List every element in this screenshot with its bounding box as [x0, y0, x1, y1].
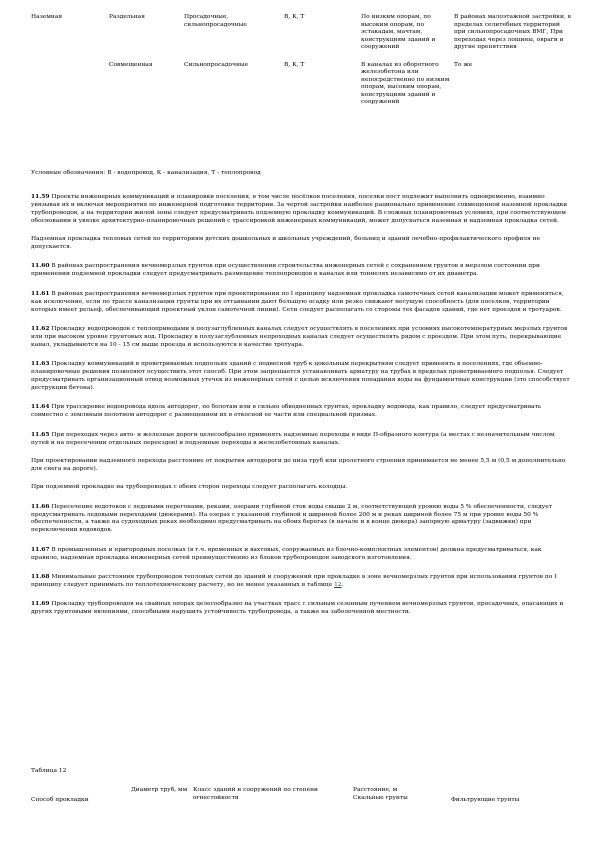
- paragraph-text: Минимальные расстояния трубопроводов тепловых сетей до зданий и сооружений при прокладке в зоне вечномерзлых грунтов при использовании грунтов по I принципу следует принимать по теплотехническому расчету, но не менее указанных в таблице: [31, 574, 557, 588]
- cell-laying-mode: Раздельная: [109, 14, 145, 20]
- header-laying-method: Способ прокладки: [31, 797, 89, 803]
- cell-application: То же: [454, 61, 473, 68]
- paragraph-text: Проекты инженерных коммуникаций и планировки поселения, в том числе посёлков поселения, поселки пост подлежит выполнить одновременно, взаимно увязывая их и включая мероприятия по инженерной подготовке территории. За чертой застройки наиболее рационально применение совмещенной наземной прокладки трубопроводов, а на территории жилой зоны следует предусматривать подземную прокладку коммуникаций. В сложных планировочных условиях, при соответствующем обосновании и увязке архитектурно-планировочных решений с трассировкой инженерных коммуникаций, может допускаться наземная и надземная прокладка сетей.: [31, 194, 568, 224]
- table-header-row: [31, 787, 571, 805]
- paragraph-text: Прокладку коммуникаций в проветриваемых подпольях зданий с подвесной труб к цокольным перекрытиям следует применять в поселениях, где объемно-планировочные решения позволяют осуществить этот способ. При этом запрещается устанавливать арматуру на трубах в пределах проветриваемого подполья. Следует предусматривать организационный отвод возможных утечек из инженерных сетей с целью исключения попадания воды на фундаментные конструкции (это способствует деструкции бетона).: [31, 361, 570, 391]
- paragraph-11-69: [31, 600, 571, 617]
- paragraph-11-60: [31, 262, 571, 279]
- paragraph-11-64: [31, 403, 571, 420]
- cell-method: По низким опорам, по высоким опорам, по эстакадам, мачтам, конструкциям зданий и сооружений: [361, 14, 436, 50]
- paragraph-11-59: [31, 193, 571, 226]
- clause-number: 11.62: [31, 324, 50, 332]
- paragraph-text: При переходах через авто- и железные дороги целесообразно применять надземные переходы в виде П-образного контура (а местах с незначительным числом путей и на пересечении отдельных переездов) и подземные переходы в железобетонных каналах.: [31, 431, 555, 446]
- paragraph-text: При подземной прокладке на трубопроводах с обеих сторон перехода следует располагать колодцы.: [31, 484, 348, 491]
- header-distance: [353, 787, 451, 805]
- header-filtering-soils: Фильтрующие грунты: [451, 797, 520, 803]
- header-pipe-diameter: Диаметр труб, мм: [131, 787, 188, 793]
- paragraph-text: В районах распространения вечномерзлых грунтов при проектировании по I принципу надземная прокладка самотечных сетей канализации может применяться, как исключение, если по трассе канализации грунты при их оттаивании дают большую осадку или резко снижают несущую способность (для поселков, территории которых имеет рельеф, обеспечивающий проектный уклон самотечной линии). Сети следует располагать со стороны тех фасадов зданий, где нет проездов и тротуаров.: [31, 290, 564, 313]
- paragraph-text: В промышленных и пригородных поселках (в т.ч. временных и вахтовых, сооружаемых из блочно-комплектных элементов) должна предусматриваться, как правило, надземная прокладка инженерных сетей преимущественно из блоков трубопроводов заводского изготовления.: [31, 546, 542, 561]
- clause-number: 11.68: [31, 573, 50, 581]
- cell-routing-type: [31, 62, 109, 107]
- table-12-link[interactable]: 12: [334, 582, 342, 588]
- table-row: [31, 62, 571, 107]
- routing-table: [31, 14, 571, 107]
- document-body: [31, 193, 571, 628]
- paragraph: [31, 484, 571, 492]
- paragraph-text: Пересечение водотоков с ледовыми перегонами, реками, озерами глубиной сток воды свыше 2 м, соответствующей уровню воды 5 % обеспеченности, следует предусматривать ледовыми переходами (дюкерами). На озерах с указанной глубиной и шириной более 200 м и реках шириной более 75 м при уровне воды 50 % обеспеченности, а также на судоходных реках необходимо предусматривать на обоих берегах (в начале и в конце дюкера) запорную арматуру (задвижки) при переключении водоводов.: [31, 503, 553, 534]
- table-caption: Таблица 12: [31, 768, 67, 774]
- header-fire-class: Класс зданий и сооружений по степени огнестойкости: [193, 787, 318, 801]
- paragraph: [31, 458, 571, 474]
- paragraph-11-67: [31, 546, 571, 563]
- cell-networks: В, К, Т: [284, 61, 305, 68]
- clause-number: 11.69: [31, 600, 50, 608]
- paragraph-11-61: [31, 290, 571, 315]
- paragraph-text: Надземная прокладка тепловых сетей по территориям детских дошкольных и школьных учреждений, больниц и зданий лечебно-профилактического профиля не допускается.: [31, 236, 541, 251]
- clause-number: 11.60: [31, 262, 50, 270]
- clause-number: 11.65: [31, 430, 50, 438]
- clause-number: 11.67: [31, 545, 50, 553]
- clause-number: 11.63: [31, 360, 50, 368]
- table-row: [31, 14, 571, 62]
- paragraph-11-63: [31, 360, 571, 393]
- distance-table-header: [31, 787, 571, 805]
- paragraph: [31, 236, 571, 252]
- header-distance-label: Расстояние, м: [353, 787, 398, 793]
- table-legend: Условные обозначения: В - водопровод, К - канализация, Т - теплопровод: [31, 170, 261, 176]
- cell-soil-type: Просадочные, сильнопросадочные: [184, 14, 247, 28]
- paragraph-11-62: [31, 325, 571, 350]
- cell-soil-type: Сильнопросадочные: [184, 61, 249, 68]
- clause-number: 11.61: [31, 289, 50, 297]
- cell-application: В районах малоэтажной застройки, в пределах селитебных территорий при сильнопросадочных ВМГ, При переходах через лощины, овраги и другие препятствия: [454, 14, 571, 50]
- paragraph-text: При трассировке водопровода вдоль автодорог, по болотам или в сильно обводненных грунтах, прокладку водовода, как правило, следует предусматривать совместно с земляным полотном автодорог с размещением их в откосной ее части или специальной призмах.: [31, 404, 542, 419]
- paragraph-text: Прокладку водопроводов с теплоприводами в полузаглубленных каналах следует осуществлять в поселениях при условиях высокотемпературных мерзлых грунтов или при высоком уровне грунтовых вод. Прокладку в полузаглубленных непроходных каналах следует осуществлять рядом с проездом. При этом путь, перекрывающие канал, укладываются на 10 - 15 см выше проезда и используются в качестве тротуара.: [31, 325, 568, 348]
- paragraph-11-66: [31, 503, 571, 536]
- paragraph-11-65: [31, 431, 571, 448]
- sentence-end: .: [341, 582, 344, 588]
- cell-method: В каналах из оборотного железобетона или непосредственно по низким опорам, высоким опорам, конструкциям зданий и сооружений: [361, 61, 450, 105]
- clause-number: 11.64: [31, 403, 50, 411]
- paragraph-text: При проектировании надземного перехода расстояние от покрытия автодороги до низа труб или пролетного строения принимается не менее 5,5 м (0,5 м дополнительно для снега на дороге).: [31, 457, 566, 472]
- header-rock-soils: Скальные грунты: [353, 794, 408, 801]
- paragraph-11-68: [31, 573, 571, 590]
- clause-number: 11.66: [31, 502, 50, 510]
- cell-routing-type: Наземная: [31, 14, 63, 20]
- cell-networks: В, К, Т: [284, 14, 305, 20]
- paragraph-text: В районах распространения вечномерзлых грунтов при осуществлении строительства инженерных сетей с сохранением грунтов в мерзлом состоянии при применении подземной прокладки следует предусматривать размещение теплопроводов в каналах или тоннелях независимо от их диаметра.: [31, 263, 540, 278]
- cell-laying-mode: Совмещенная: [109, 61, 153, 68]
- paragraph-text: Прокладку трубопроводов на свайных опорах целесообразно на участках трасс с сильным сезонным пучением вечномерзлых грунтов, просадочных, опасающих и других грунтовыми явлениями, способными нарушить устойчивость трубопровода, а также на заболоченной местности.: [31, 601, 564, 616]
- clause-number: 11.59: [31, 193, 50, 200]
